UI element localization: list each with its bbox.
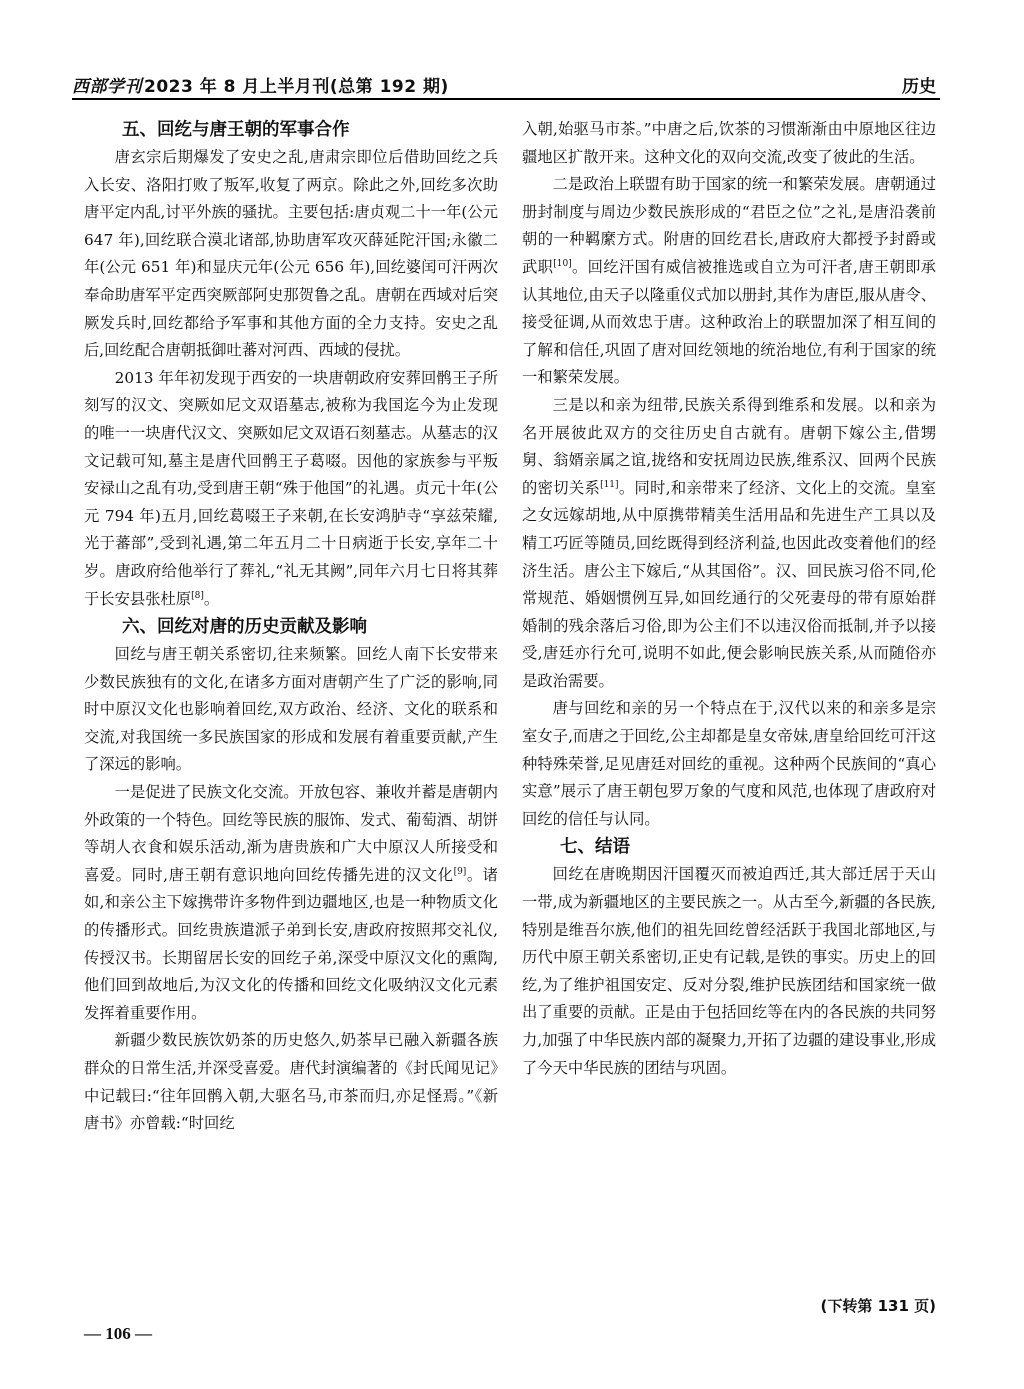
paragraph: 一是促进了民族文化交流。开放包容、兼收并蓄是唐朝内外政策的一个特色。回纥等民族的服饰、发式、葡萄酒、胡饼等胡人衣食和娱乐活动,渐为唐贵族和广大中原汉人所接受和喜爱。同时,唐王朝有意识地向回纥传播先进的汉文化[9]。诸如,和亲公主下嫁携带许多物件到边疆地区,也是一种物质文化的传播形式。回纥贵族遣派子弟到长安,唐政府按照邦交礼仪,传授汉书。长期留居长安的回纥子弟,深受中原汉文化的熏陶,他们回到故地后,为汉文化的传播和回纥文化吸纳汉文化元素发挥着重要作用。: [84, 783, 498, 1022]
section-heading-5: 五、回纥与唐王朝的军事合作: [122, 120, 350, 140]
paragraph: 二是政治上联盟有助于国家的统一和繁荣发展。唐朝通过册封制度与周边少数民族形成的“君臣之位”之礼,是唐沿袭前朝的一种羁縻方式。附唐的回纥君长,唐政府大都授予封爵或武职[10]。回纥汗国有威信被推选或自立为可汗者,唐王朝即承认其地位,由天子以隆重仪式加以册封,其作为唐臣,服从唐令、接受征调,从而效忠于唐。这种政治上的联盟加深了相互间的了解和信任,巩固了唐对回纥领地的统治地位,有利于国家的统一和繁荣发展。: [522, 175, 936, 387]
citation-ref: [8]: [191, 590, 204, 601]
section-heading-7: 七、结语: [560, 837, 630, 858]
citation-ref: [10]: [553, 258, 572, 269]
journal-title: [72, 72, 449, 97]
paragraph: 唐与回纥和亲的另一个特点在于,汉代以来的和亲多是宗室女子,而唐之于回纥,公主却都是皇女帝妹,唐皇给回纥可汗这种特殊荣誉,足见唐廷对回纥的重视。这种两个民族间的“真心实意”展示了唐王朝包罗万象的气度和风范,也体现了唐政府对回纥的信任与认同。: [522, 699, 936, 828]
section-heading-6: 六、回纥对唐的历史贡献及影响: [122, 617, 367, 638]
paragraph: 唐玄宗后期爆发了安史之乱,唐肃宗即位后借助回纥之兵入长安、洛阳打败了叛军,收复了两京。除此之外,回纥多次助唐平定内乱,讨平外族的骚扰。主要包括:唐贞观二十一年(公元 647 年),回纥联合漠北诸部,协助唐军攻灭薛延陀汗国;永徽二年(公元 651 年)和显庆元年(公元 656 年),回纥婆闰可汗两次奉命助唐军平定西突厥部阿史那贺鲁之乱。唐朝在西域对后突厥发兵时,回纥都给予军事和其他方面的全力支持。安史之乱后,回纥配合唐朝抵御吐蕃对河西、西域的侵扰。: [84, 148, 498, 360]
paragraph: 入朝,始驱马市茶。”中唐之后,饮茶的习惯渐渐由中原地区往边疆地区扩散开来。这种文化的双向交流,改变了彼此的生活。: [522, 120, 936, 166]
paragraph: 新疆少数民族饮奶茶的历史悠久,奶茶早已融入新疆各族群众的日常生活,并深受喜爱。唐代封演编著的《封氏闻见记》中记载曰:“往年回鹘入朝,大驱名马,市茶而归,亦足怪焉。”《新唐书》亦曾载:“时回纥: [84, 1031, 498, 1133]
page-number: — 106 —: [84, 1324, 152, 1343]
section-name: 历史: [902, 77, 936, 97]
paragraph: 三是以和亲为纽带,民族关系得到维系和发展。以和亲为名开展彼此双方的交往历史自古就有。唐朝下嫁公主,借甥舅、翁婿亲属之谊,拢络和安抚周边民族,维系汉、回两个民族的密切关系[11]。同时,和亲带来了经济、文化上的交流。皇室之女远嫁胡地,从中原携带精美生活用品和先进生产工具以及精工巧匠等随员,回纥既得到经济利益,也因此改变着他们的经济生活。唐公主下嫁后,“从其国俗”。汉、回民族习俗不同,伦常规范、婚姻惯例互异,如回纥通行的父死妻母的带有原始群婚制的残余落后习俗,即为公主们不以违汉俗而抵制,并予以接受,唐廷亦行允可,说明不如此,便会影响民族关系,从而随俗亦是政治需要。: [522, 395, 936, 690]
left-column: [84, 116, 498, 1138]
page-header: [72, 72, 940, 100]
journal-logo: 西部学刊: [72, 77, 142, 97]
citation-ref: [11]: [600, 479, 619, 490]
paragraph: 回纥在唐晚期因汗国覆灭而被迫西迁,其大部迁居于天山一带,成为新疆地区的主要民族之一。从古至今,新疆的各民族,特别是维吾尔族,他们的祖先回纥曾经活跃于我国北部地区,与历代中原王朝关系密切,正史有记载,是铁的事实。历史上的回纥,为了维护祖国安定、反对分裂,维护民族团结和国家统一做出了重要的贡献。正是由于包括回纥等在内的各民族的共同努力,加强了中华民族内部的凝聚力,开拓了边疆的建设事业,形成了今天中华民族的团结与巩固。: [522, 865, 936, 1077]
paragraph: 2013 年年初发现于西安的一块唐朝政府安葬回鹘王子所刻写的汉文、突厥如尼文双语墓志,被称为我国迄今为止发现的唯一一块唐代汉文、突厥如尼文双语石刻墓志。从墓志的汉文记载可知,墓主是唐代回鹘王子葛啜。因他的家族参与平叛安禄山之乱有功,受到唐王朝“殊于他国”的礼遇。贞元十年(公元 794 年)五月,回纥葛啜王子来朝,在长安鸿胪寺“享兹荣耀,光于蕃部”,受到礼遇,第二年五月二十日病逝于长安,享年二十岁。唐政府给他举行了葬礼,“礼无其阙”,同年六月七日将其葬于长安县张杜原[8]。: [84, 368, 498, 608]
paragraph: 回纥与唐王朝关系密切,往来频繁。回纥人南下长安带来少数民族独有的文化,在诸多方面对唐朝产生了广泛的影响,同时中原汉文化也影响着回纥,双方政治、经济、文化的联系和交流,对我国统一多民族国家的形成和发展有着重要贡献,产生了深远的影响。: [84, 645, 498, 774]
journal-issue: 2023 年 8 月上半月刊(总第 192 期): [144, 77, 449, 97]
continued-note: (下转第 131 页): [820, 1297, 936, 1315]
citation-ref: [9]: [453, 866, 467, 877]
right-column: [522, 116, 936, 1316]
